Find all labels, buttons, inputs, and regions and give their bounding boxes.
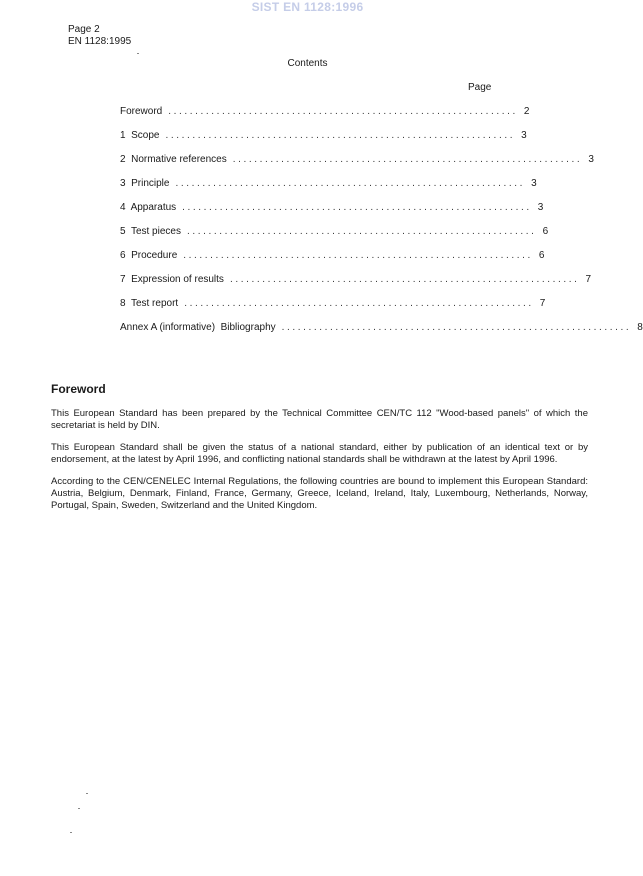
toc-entry-principle[interactable] [120, 178, 537, 202]
toc-entry-label: 3 Principle [120, 178, 170, 189]
toc-leader-dots: ................................................................. [175, 178, 526, 189]
toc-leader-dots: ................................................................. [183, 250, 533, 261]
toc-entry-label: 6 Procedure [120, 250, 178, 261]
foreword-paragraph: This European Standard has been prepared by the Technical Committee CEN/TC 112 "Wood-based panels" of which the secretariat is held by DIN. [51, 408, 588, 431]
toc-entry-label: Annex A (informative) Bibliography [120, 322, 276, 333]
page-header [68, 24, 131, 48]
foreword-paragraph: This European Standard shall be given the status of a national standard, either by publication of an identical text or by endorsement, at the latest by April 1996, and conflicting national standards shall be withdrawn at the latest by April 1996. [51, 442, 588, 465]
toc-entry-page: 6 [538, 250, 545, 261]
toc-entry-foreword[interactable] [120, 106, 530, 130]
toc-leader-dots: ................................................................. [165, 130, 516, 141]
toc-leader-dots: ................................................................. [232, 154, 583, 165]
toc-entry-label: 8 Test report [120, 298, 179, 309]
page-number: Page 2 [68, 24, 100, 35]
toc-entry-label: 2 Normative references [120, 154, 227, 165]
toc-entry-page: 3 [521, 130, 527, 141]
toc-entry-annex-a[interactable] [120, 322, 643, 346]
scan-speck [70, 832, 72, 833]
toc-entry-page: 3 [531, 178, 537, 189]
toc-entry-label: Foreword [120, 106, 163, 117]
toc-entry-procedure[interactable] [120, 250, 545, 274]
toc-leader-dots: ................................................................. [182, 202, 532, 213]
toc-entry-label: 1 Scope [120, 130, 160, 141]
scan-speck [78, 808, 80, 809]
toc-leader-dots: ................................................................. [281, 322, 632, 333]
foreword-heading: Foreword [51, 382, 106, 396]
table-of-contents [120, 106, 643, 346]
toc-entry-page: 7 [585, 274, 592, 285]
toc-leader-dots: ................................................................. [184, 298, 534, 309]
toc-entry-normative-references[interactable] [120, 154, 594, 178]
scan-speck [86, 793, 88, 794]
toc-entry-label: 7 Expression of results [120, 274, 224, 285]
toc-entry-page: 8 [637, 322, 643, 333]
document-id: EN 1128:1995 [68, 36, 132, 47]
toc-entry-scope[interactable] [120, 130, 527, 154]
page-column-heading: Page [468, 82, 492, 93]
toc-entry-expression-of-results[interactable] [120, 274, 592, 298]
foreword-paragraph: According to the CEN/CENELEC Internal Regulations, the following countries are bound to implement this European Standard: Austria, Belgium, Denmark, Finland, France, Germany, Greece, Iceland, Ireland, Italy, Luxembourg, Netherlands, Norway, Portugal, Spain, Sweden, Switzerland and the United Kingdom. [51, 476, 588, 511]
scan-speck [137, 53, 139, 54]
toc-leader-dots: ................................................................. [168, 106, 518, 117]
toc-entry-label: 4 Apparatus [120, 202, 177, 213]
toc-entry-label: 5 Test pieces [120, 226, 181, 237]
toc-leader-dots: ................................................................. [229, 274, 580, 285]
toc-entry-test-report[interactable] [120, 298, 546, 322]
toc-entry-page: 3 [588, 154, 594, 165]
toc-entry-apparatus[interactable] [120, 202, 544, 226]
toc-entry-page: 7 [539, 298, 546, 309]
contents-title: Contents [287, 58, 328, 69]
toc-entry-test-pieces[interactable] [120, 226, 549, 250]
toc-entry-page: 6 [542, 226, 549, 237]
toc-entry-page: 2 [523, 106, 530, 117]
toc-entry-page: 3 [537, 202, 544, 213]
watermark: SIST EN 1128:1996 [251, 0, 364, 14]
foreword-body [51, 408, 588, 522]
toc-leader-dots: ................................................................. [186, 226, 537, 237]
